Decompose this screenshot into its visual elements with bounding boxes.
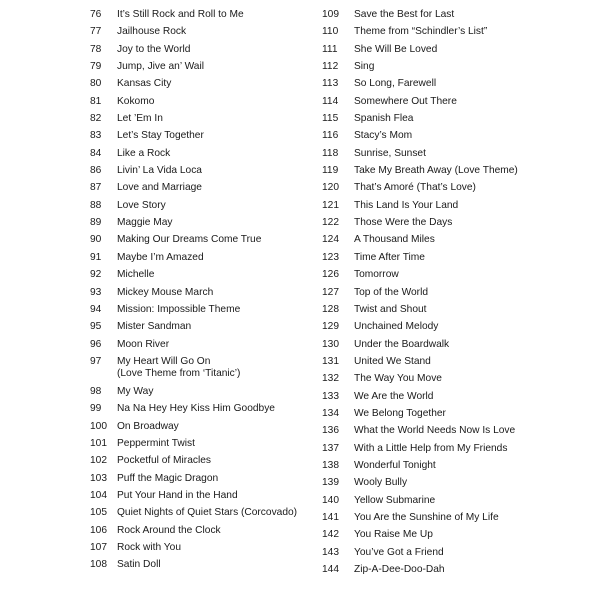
song-entry (90, 234, 318, 247)
song-entry (90, 200, 318, 213)
song-title: United We Stand (354, 355, 431, 367)
song-title: Kokomo (117, 95, 155, 107)
song-title: Jailhouse Rock (117, 26, 187, 38)
song-title: Pocketful of Miracles (117, 455, 211, 467)
song-entry (90, 356, 318, 381)
page-number: 121 (322, 199, 339, 211)
page-number: 99 (90, 403, 102, 415)
page-number: 142 (322, 529, 339, 541)
song-entry (322, 148, 594, 161)
page-number: 120 (322, 182, 339, 194)
song-entry (90, 148, 318, 161)
page-number: 82 (90, 113, 102, 125)
page-number: 123 (322, 251, 339, 263)
page-number: 107 (90, 541, 107, 553)
song-title: My Heart Will Go On (Love Theme from ‘Titanic’) (117, 355, 241, 380)
page-number: 96 (90, 338, 102, 350)
song-entry (322, 44, 594, 57)
song-entry (90, 61, 318, 74)
page-number: 118 (322, 147, 339, 159)
song-title: Spanish Flea (354, 113, 414, 125)
song-entry (322, 564, 594, 577)
song-entry (90, 339, 318, 352)
song-entry (90, 26, 318, 39)
song-title: Michelle (117, 269, 155, 281)
song-title: Sunrise, Sunset (354, 147, 426, 159)
song-title: Wonderful Tonight (354, 459, 436, 471)
song-title: Moon River (117, 338, 170, 350)
song-entry (322, 61, 594, 74)
page-number: 144 (322, 564, 339, 575)
song-entry (90, 130, 318, 143)
song-entry (322, 547, 594, 560)
song-title: With a Little Help from My Friends (354, 442, 508, 454)
song-title: Jump, Jive an’ Wail (117, 61, 204, 73)
song-title: Na Na Hey Hey Kiss Him Goodbye (117, 403, 275, 415)
page-number: 115 (322, 113, 339, 125)
song-entry (322, 495, 594, 508)
song-title: Love and Marriage (117, 182, 202, 194)
song-entry (90, 113, 318, 126)
page-number: 129 (322, 321, 339, 333)
page-number: 131 (322, 355, 339, 367)
song-entry (322, 425, 594, 438)
page-number: 90 (90, 234, 102, 246)
page-number: 91 (90, 251, 102, 263)
page-number: 77 (90, 26, 102, 38)
song-title: Making Our Dreams Come True (117, 234, 262, 246)
page-number: 116 (322, 130, 339, 142)
page-number: 110 (322, 26, 339, 38)
song-title: My Way (117, 385, 154, 397)
page-number: 109 (322, 9, 339, 20)
song-entry (90, 507, 318, 520)
song-entry (90, 421, 318, 434)
page-number: 84 (90, 147, 102, 159)
song-title: Joy to the World (117, 43, 191, 55)
song-title: Take My Breath Away (Love Theme) (354, 165, 518, 177)
page-number: 76 (90, 9, 102, 20)
song-title: Mister Sandman (117, 321, 192, 333)
song-entry (90, 542, 318, 555)
page-number: 128 (322, 303, 339, 315)
page-number: 124 (322, 234, 339, 246)
song-title: You Are the Sunshine of My Life (354, 511, 499, 523)
song-title: What the World Needs Now Is Love (354, 425, 516, 437)
page-number: 89 (90, 217, 102, 229)
song-title: Let’s Stay Together (117, 130, 204, 142)
song-title: Twist and Shout (354, 303, 427, 315)
song-index-left-column (90, 9, 318, 577)
page-number: 140 (322, 494, 339, 506)
page-number: 114 (322, 95, 339, 107)
page-number: 132 (322, 373, 339, 385)
song-title: Those Were the Days (354, 217, 453, 229)
page-number: 139 (322, 477, 339, 489)
song-entry (322, 356, 594, 369)
song-title: Under the Boardwalk (354, 338, 450, 350)
song-title: Time After Time (354, 251, 425, 263)
page-number: 105 (90, 507, 107, 519)
song-title: We Belong Together (354, 407, 446, 419)
page-number: 138 (322, 459, 339, 471)
song-entry (90, 438, 318, 451)
page-number: 86 (90, 165, 102, 177)
song-entry (322, 391, 594, 404)
song-title: Rock Around the Clock (117, 524, 221, 536)
song-entry (322, 165, 594, 178)
song-entry (322, 130, 594, 143)
page-number: 102 (90, 455, 107, 467)
page-number: 137 (322, 442, 339, 454)
song-entry (322, 408, 594, 421)
song-title: Wooly Bully (354, 477, 408, 489)
song-entry (90, 525, 318, 538)
song-title: She Will Be Loved (354, 43, 438, 55)
song-title: Livin’ La Vida Loca (117, 165, 202, 177)
song-entry (90, 403, 318, 416)
song-title: Mickey Mouse March (117, 286, 214, 298)
song-entry (322, 460, 594, 473)
song-entry (322, 339, 594, 352)
song-entry (90, 96, 318, 109)
page-number: 98 (90, 385, 102, 397)
song-title: On Broadway (117, 420, 179, 432)
song-entry (90, 321, 318, 334)
song-entry (90, 473, 318, 486)
song-entry (322, 304, 594, 317)
song-entry (322, 182, 594, 195)
song-title: This Land Is Your Land (354, 199, 459, 211)
song-entry (322, 200, 594, 213)
song-entry (322, 252, 594, 265)
page-number: 113 (322, 78, 339, 90)
song-title: It’s Still Rock and Roll to Me (117, 9, 244, 20)
page-number: 92 (90, 269, 102, 281)
song-entry (322, 477, 594, 490)
page-number: 136 (322, 425, 339, 437)
song-title: Zip-A-Dee-Doo-Dah (354, 564, 445, 575)
page-number: 119 (322, 165, 339, 177)
page-number: 133 (322, 390, 339, 402)
song-entry (90, 304, 318, 317)
song-title: Somewhere Out There (354, 95, 457, 107)
page-number: 93 (90, 286, 102, 298)
song-title: Love Story (117, 199, 166, 211)
song-title: Put Your Hand in the Hand (117, 489, 238, 501)
song-title: Maggie May (117, 217, 173, 229)
song-entry (322, 234, 594, 247)
page-number: 79 (90, 61, 102, 73)
page-number: 100 (90, 420, 107, 432)
song-title: That’s Amoré (That’s Love) (354, 182, 476, 194)
song-title: Let ’Em In (117, 113, 163, 125)
page-number: 108 (90, 559, 107, 571)
song-title: Peppermint Twist (117, 437, 195, 449)
page-number: 101 (90, 437, 107, 449)
song-title: You Raise Me Up (354, 529, 433, 541)
page-number: 134 (322, 407, 339, 419)
song-title: Maybe I’m Amazed (117, 251, 204, 263)
song-entry (90, 78, 318, 91)
page-number: 127 (322, 286, 339, 298)
page-number: 122 (322, 217, 339, 229)
song-entry (90, 165, 318, 178)
page-number: 104 (90, 489, 107, 501)
page-number: 87 (90, 182, 102, 194)
page-number: 78 (90, 43, 102, 55)
song-title: Satin Doll (117, 559, 161, 571)
song-entry (322, 269, 594, 282)
song-title: Tomorrow (354, 269, 399, 281)
song-entry (322, 96, 594, 109)
page-number: 112 (322, 61, 339, 73)
song-title: Sing (354, 61, 375, 73)
song-entry (322, 287, 594, 300)
song-entry (90, 559, 318, 572)
song-title: A Thousand Miles (354, 234, 435, 246)
page-number: 130 (322, 338, 339, 350)
page-number: 88 (90, 199, 102, 211)
song-title: Quiet Nights of Quiet Stars (Corcovado) (117, 507, 298, 519)
song-entry (90, 386, 318, 399)
page-number: 143 (322, 546, 339, 558)
page-number: 126 (322, 269, 339, 281)
page-number: 94 (90, 303, 102, 315)
page-number: 97 (90, 355, 102, 367)
song-entry (90, 9, 318, 22)
song-entry (90, 44, 318, 57)
song-title: Yellow Submarine (354, 494, 436, 506)
song-title: The Way You Move (354, 373, 442, 385)
song-entry (322, 217, 594, 230)
song-entry (322, 373, 594, 386)
song-title: Save the Best for Last (354, 9, 455, 20)
page-number: 103 (90, 472, 107, 484)
song-entry (90, 252, 318, 265)
song-title: So Long, Farewell (354, 78, 437, 90)
song-entry (322, 529, 594, 542)
page-number: 83 (90, 130, 102, 142)
song-title: Mission: Impossible Theme (117, 303, 241, 315)
page-number: 95 (90, 321, 102, 333)
song-title: Unchained Melody (354, 321, 439, 333)
song-entry (90, 217, 318, 230)
song-title: You’ve Got a Friend (354, 546, 444, 558)
song-entry (322, 78, 594, 91)
page-number: 80 (90, 78, 102, 90)
song-entry (322, 512, 594, 525)
song-title: Kansas City (117, 78, 172, 90)
song-title: Rock with You (117, 541, 181, 553)
song-entry (322, 26, 594, 39)
song-title: Top of the World (354, 286, 428, 298)
song-title: Theme from “Schindler’s List” (354, 26, 488, 38)
page-number: 111 (322, 43, 338, 55)
page-number: 81 (90, 95, 102, 107)
song-entry (90, 490, 318, 503)
song-entry (90, 287, 318, 300)
song-entry (322, 443, 594, 456)
song-entry (322, 113, 594, 126)
song-entry (90, 455, 318, 468)
song-title: Stacy’s Mom (354, 130, 413, 142)
song-title: Like a Rock (117, 147, 171, 159)
page-number: 141 (322, 511, 339, 523)
song-index-right-column (322, 9, 594, 581)
song-entry (90, 269, 318, 282)
song-entry (322, 321, 594, 334)
song-title: We Are the World (354, 390, 434, 402)
song-entry (90, 182, 318, 195)
song-title: Puff the Magic Dragon (117, 472, 219, 484)
song-entry (322, 9, 594, 22)
page-number: 106 (90, 524, 107, 536)
